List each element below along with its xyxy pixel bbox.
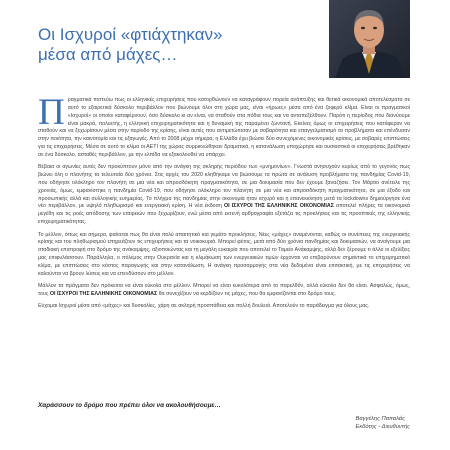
paragraph-3: Το μέλλον, όπως και σήμερα, φαίνεται πως θα είναι πολύ απαιτητικό και γεμάτο προκλήσεις. Νέες «μάχες» αναμένονται, καθώς οι συνέπειες της ενεργειακής κρίσης και του πληθωρισμού επηρεάζουν τις επιχειρήσεις και τα νοικοκυριά. Μπορεί φέτος, μετά από δύο χρόνια πανδημίας και δοκιμασιών, να ανοίγουμε μια σταδιακή επιστροφή στο δρόμο της ανάκαμψης, αξιοποιώντας και τη μεγάλη ευκαιρία που αποτελεί το Ταμείο Ανάκαμψης, αλλά δεν ξέρουμε τι άλλο οι εξελίξεις μας επιφυλάσσουν. Παράλληλα, ο πόλεμος στην Ουκρανία και η κλιμάκωση των ενεργειακών τιμών έρχονται να επιβαρύνουν σημαντικά το επιχειρηματικό κλίμα, με επιπτώσεις στο κόστος παραγωγής και στην κατανάλωση. Η ανάγκη προσαρμογής στα νέα δεδομένα είναι επιτακτική, με τις επιχειρήσεις να καλούνται να βρουν λύσεις και να επενδύσουν στο μέλλον. — [38, 231, 410, 277]
page-title — [38, 25, 308, 65]
signature-name: Βαγγέλης Παπαλάς — [355, 416, 406, 422]
paragraph-1: Πραγματικά πιστεύω πως οι ελληνικές επιχειρήσεις που κατορθώνουν να καταγράφουν πορεία ανάπτυξης και θετικά οικονομικά αποτελέσματα σε αυτό το εξαιρετικά δύσκολο περιβάλλον που βιώνουμε όλοι στη χώρα μας, είναι «ήρωες» μέσα από ένα ζοφερό κλίμα. Είναι οι πραγματικοί «Ισχυροί» οι οποίοι καταφέρνουν, όσο δύσκολο κι αν είναι, να σταθούν στα πόδια τους και να ανταπεξέλθουν. Παρότι η περίοδος που διανύουμε είναι μακρά, πολυετής, η ελληνική επιχειρηματικότητα και η δυναμική της παραμένει ζωντανή. Εκείνες όμως οι επιχειρήσεις που κατάφεραν να σταθούν και να ξεχωρίσουν μέσα στην περίοδο της κρίσης, είναι αυτές που αντιμετώπισαν με σοβαρότητα και επαγγελματισμό τα προβλήματα και επένδυσαν στην ποιότητα, την καινοτομία και τις εξαγωγές. Από το 2008 μέχρι σήμερα, η Ελλάδα έχει βιώσει δύο συνεχόμενες οικονομικές κρίσεις, με σοβαρές επιπτώσεις για τις επιχειρήσεις. Μέσα σε αυτό το κλίμα οι ΑΕΤΙ της χώρας συρρικνώθηκαν δραματικά, η κατανάλωση υποχώρησε και ουσιαστικά οι επιχειρήσεις βρέθηκαν σε ένα δύσκολο, ασταθές περιβάλλον, με την ελπίδα να εξακολουθεί να υπάρχει. — [38, 92, 410, 158]
portrait-illustration — [329, 0, 410, 78]
paragraph-5: Εύχομαι Ισχυροί μέσα από «μάχες» και δυσκολίες, χάρη σε σκληρή προσπάθεια και πολλή δουλειά. Αποτελούν το παράδειγμα για όλους μας. — [38, 303, 370, 310]
signature — [355, 415, 410, 431]
paragraph-2: Βέβαια οι αγωνίες αυτές δεν προκύπτουν μόνο από την ανάγκη της σκληρής περιόδου των «μνημονίων». Γνωστά ανησυχούν κυρίως από το γεγονός πως βιώνει όλη ο πλανήτης τα τελευταία δύο χρόνια. Στις αρχές του 2020 κληθήκαμε να βιώσουμε τα πρώτα σε ανάλυση προβλήματα της πανδημίας Covid-19, που οδήγησε ολόκληρο τον πλανήτη σε μια νέα και απροσδόκητη πραγματικότητα, σε μια δοκιμασία που δεν έχουμε ξαναζήσει. Τον Μάρτιο ανέτειλε της χρονιάς, όμως, εμφανίστηκε η πανδημία Covid-19, που οδήγησε ολόκληρο τον πλανήτη σε μια νέα και απροσδόκητη πραγματικότητα, σε μια έξοδο και προσωπικής αλλά και συλλογικής ευημερίας. Το πλήγμα της πανδημίας στην οικονομία ήταν ισχυρό και η επανεκκίνηση μετά τα lockdowns δημιούργησε ένα νέο περιβάλλον, με υψηλό πληθωρισμό και ενεργειακή κρίση. Η νέα έκδοση ΟΙ ΙΣΧΥΡΟΙ ΤΗΣ ΕΛΛΗΝΙΚΗΣ ΟΙΚΟΝΟΜΙΑΣ αποτελεί πλήρες τα οικονομικά μεγέθη και τις ροές απόδοσης των εταιρειών που ξεχωρίζουν, ενώ μέσα από εκτενή αρθρογραφία εξετάζει τις προκλήσεις και τις προοπτικές της ελληνικής επιχειρηματικότητας. — [38, 164, 410, 226]
drop-cap: Π — [38, 92, 65, 133]
publication-name: ΟΙ ΙΣΧΥΡΟΙ ΤΗΣ ΕΛΛΗΝΙΚΗΣ ΟΙΚΟΝΟΜΙΑΣ — [49, 290, 158, 297]
closing-line: Χαράσσουν το δρόμο που πρέπει όλοι να ακολουθήσουμε… — [38, 402, 221, 409]
title-line-1: Οι Ισχυροί «φτιάχτηκαν» — [38, 25, 223, 45]
editorial-body — [38, 92, 410, 316]
paragraph-4: Μάλλον τα πράγματα δεν πρόκειται να είναι εύκολα στο μέλλον. Μπορεί να είναι ευκολότερα από το παρελθόν, αλλά εύκολα δεν θα είναι. Ασφαλώς, όμως, τους ΟΙ ΙΣΧΥΡΟΙ ΤΗΣ ΕΛΛΗΝΙΚΗΣ ΟΙΚΟΝΟΜΙΑΣ θα συνεχίζουν να κερδίζουν τις μάχες, που θα εμφανίζονται στο δρόμο τους. — [38, 283, 410, 297]
man-in-suit-portrait-icon — [329, 0, 410, 78]
publication-name: ΟΙ ΙΣΧΥΡΟΙ ΤΗΣ ΕΛΛΗΝΙΚΗΣ ΟΙΚΟΝΟΜΙΑΣ — [223, 203, 334, 210]
title-line-2: μέσα από μάχες… — [38, 45, 178, 65]
signature-role: Εκδότης - Διευθυντής — [355, 424, 410, 430]
